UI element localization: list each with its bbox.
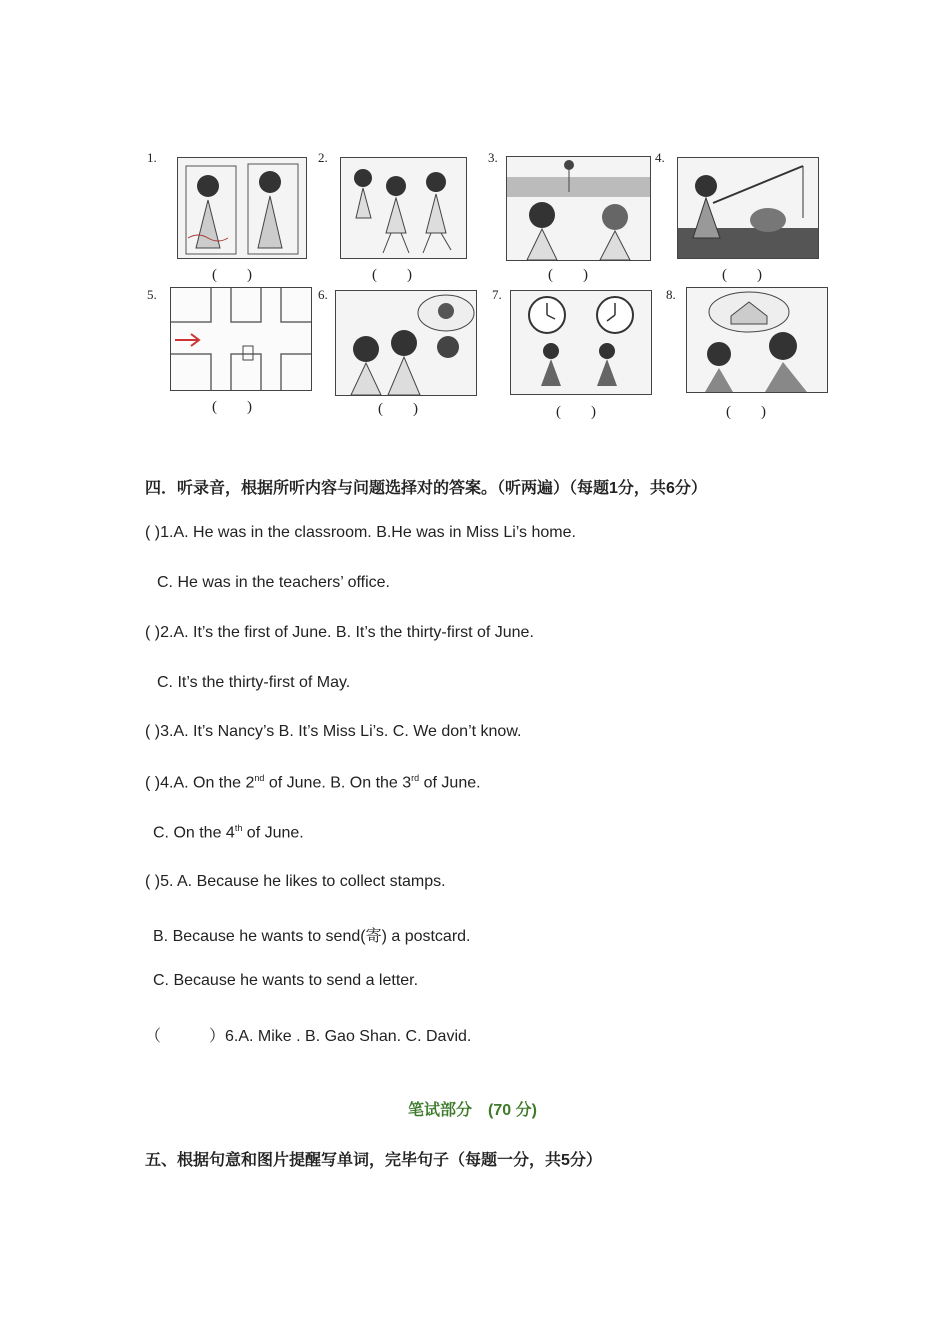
answer-bracket: ( ) bbox=[722, 267, 762, 283]
two-girls-at-door-icon bbox=[177, 157, 307, 259]
picture-number: 3. bbox=[488, 150, 498, 165]
picture-number: 8. bbox=[666, 287, 676, 302]
section-four-heading: 四．听录音，根据所听内容与问题选择对的答案。（听两遍）（每题1分，共6分） bbox=[145, 480, 707, 497]
picture-number: 5. bbox=[147, 287, 157, 302]
street-map-icon bbox=[170, 287, 312, 391]
question-3-line: ( )3.A. It’s Nancy’s B. It’s Miss Li’s. C. We don’t know. bbox=[145, 723, 522, 740]
girls-thinking-icon bbox=[335, 290, 477, 396]
picture-number: 4. bbox=[655, 150, 665, 165]
question-4-option-c: C. On the 4th of June. bbox=[153, 823, 304, 842]
father-son-house-icon bbox=[686, 287, 828, 393]
picture-number: 1. bbox=[147, 150, 157, 165]
boy-fishing-icon bbox=[677, 157, 819, 259]
answer-bracket: ( ) bbox=[372, 267, 412, 283]
picture-number: 2. bbox=[318, 150, 328, 165]
written-part-title: 笔试部分 (70 分) bbox=[408, 1102, 537, 1119]
question-2-line-1: ( )2.A. It’s the first of June. B. It’s the thirty-first of June. bbox=[145, 624, 534, 641]
question-5-option-c: C. Because he wants to send a letter. bbox=[153, 972, 419, 989]
answer-bracket: ( ) bbox=[378, 401, 418, 417]
question-1-line-1: ( )1.A. He was in the classroom. B.He was in Miss Li’s home. bbox=[145, 524, 576, 541]
question-5-option-b: B. Because he wants to send(寄) a postcard. bbox=[153, 928, 471, 945]
question-5-line-1: ( )5. A. Because he likes to collect stamps. bbox=[145, 873, 446, 890]
girls-pointing-outdoors-icon bbox=[506, 156, 651, 261]
answer-bracket: （ ） bbox=[145, 1028, 226, 1045]
answer-bracket: ( ) bbox=[212, 399, 252, 415]
answer-bracket: ( ) bbox=[726, 404, 766, 420]
answer-bracket: ( ) bbox=[212, 267, 252, 283]
section-five-heading: 五、根据句意和图片提醒写单词，完毕句子（每题一分，共5分） bbox=[145, 1152, 602, 1169]
question-2-option-c: C. It’s the thirty-first of May. bbox=[157, 674, 351, 691]
answer-bracket: ( ) bbox=[556, 404, 596, 420]
children-running-icon bbox=[340, 157, 467, 259]
clocks-boys-icon bbox=[510, 290, 652, 395]
picture-number: 7. bbox=[492, 287, 502, 302]
picture-number: 6. bbox=[318, 287, 328, 302]
answer-bracket: ( ) bbox=[548, 267, 588, 283]
question-4-line-1: ( )4.A. On the 2nd of June. B. On the 3rd of June. bbox=[145, 773, 481, 792]
question-6-line: （ ）6.A. Mike . B. Gao Shan. C. David. bbox=[145, 1028, 472, 1045]
question-1-option-c: C. He was in the teachers’ office. bbox=[157, 574, 390, 591]
